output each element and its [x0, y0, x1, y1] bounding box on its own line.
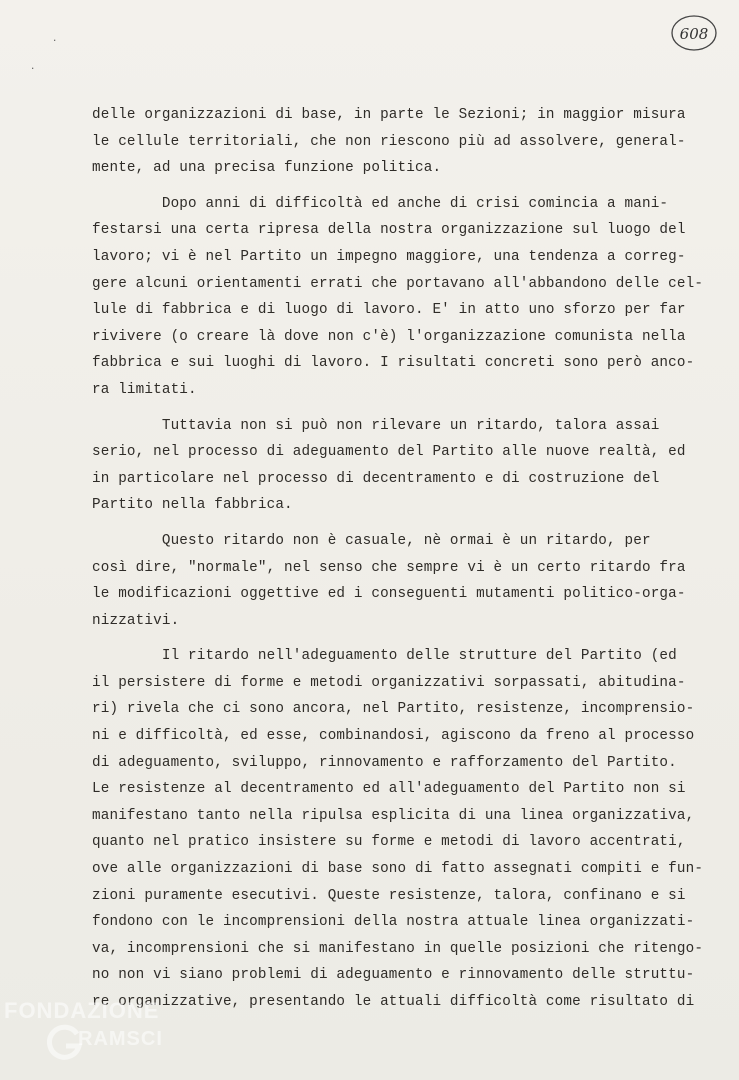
text-line: lavoro; vi è nel Partito un impegno maggiore, una tendenza a correg- [92, 248, 686, 265]
text-line: no non vi siano problemi di adeguamento e rinnovamento delle struttu- [92, 967, 695, 984]
text-line: il persistere di forme e metodi organizzativi sorpassati, abitudina- [92, 674, 686, 691]
watermark-line-2: RAMSCI [78, 1028, 163, 1050]
text-line: ove alle organizzazioni di base sono di fatto assegnati compiti e fun- [92, 861, 704, 878]
text-line: di adeguamento, sviluppo, rinnovamento e rafforzamento del Partito. [92, 754, 677, 771]
text-line: Tuttavia non si può non rilevare un ritardo, talora assai [92, 417, 660, 434]
text-line: festarsi una certa ripresa della nostra organizzazione sul luogo del [92, 222, 686, 239]
text-line: zioni puramente esecutivi. Queste resistenze, talora, confinano e si [92, 887, 686, 904]
page-number-circle-icon [668, 12, 720, 54]
text-line: rivivere (o creare là dove non c'è) l'organizzazione comunista nella [92, 328, 686, 345]
text-line: delle organizzazioni di base, in parte le Sezioni; in maggior misura [92, 107, 686, 123]
text-line: fabbrica e sui luoghi di lavoro. I risultati concreti sono però anco- [92, 355, 695, 372]
typewritten-body [92, 102, 712, 1025]
paragraph-1 [92, 102, 712, 182]
text-line: Il ritardo nell'adeguamento delle strutture del Partito (ed [92, 648, 677, 665]
text-line: nizzativi. [92, 612, 180, 629]
margin-mark: . [30, 62, 36, 72]
margin-mark: . [52, 34, 58, 44]
paragraph-3 [92, 413, 712, 519]
text-line: Questo ritardo non è casuale, nè ormai è un ritardo, per [92, 532, 651, 549]
text-line: mente, ad una precisa funzione politica. [92, 160, 442, 177]
text-line: ra limitati. [92, 381, 197, 398]
text-line: va, incomprensioni che si manifestano in quelle posizioni che ritengo- [92, 940, 704, 957]
text-line: ni e difficoltà, ed esse, combinandosi, agiscono da freno al processo [92, 728, 695, 745]
text-line: serio, nel processo di adeguamento del Partito alle nuove realtà, ed [92, 444, 686, 461]
text-line: ri) rivela che ci sono ancora, nel Partito, resistenze, incomprensio- [92, 701, 695, 718]
text-line: le cellule territoriali, che non riescono più ad assolvere, general- [92, 133, 686, 150]
text-line: lule di fabbrica e di luogo di lavoro. E' in atto uno sforzo per far [92, 302, 686, 319]
text-line: manifestano tanto nella ripulsa esplicita di una linea organizzativa, [92, 807, 695, 824]
paragraph-2 [92, 191, 712, 404]
handwritten-page-number [668, 12, 720, 54]
text-line: le modificazioni oggettive ed i conseguenti mutamenti politico-orga- [92, 586, 686, 603]
paragraph-5 [92, 643, 712, 1015]
page-number-text: 608 [679, 25, 709, 43]
text-line: Dopo anni di difficoltà ed anche di crisi comincia a mani- [92, 195, 669, 212]
paragraph-4 [92, 528, 712, 634]
archive-watermark [4, 994, 204, 1074]
text-line: re organizzative, presentando le attuali difficoltà come risultato di [92, 994, 695, 1010]
text-line: gere alcuni orientamenti errati che portavano all'abbandono delle cel- [92, 275, 704, 292]
watermark-line-1: FONDAZIONE [4, 998, 160, 1023]
text-line: così dire, "normale", nel senso che sempre vi è un certo ritardo fra [92, 559, 686, 576]
text-line: Partito nella fabbrica. [92, 497, 293, 514]
text-line: fondono con le incomprensioni della nostra attuale linea organizzati- [92, 914, 695, 931]
text-line: quanto nel pratico insistere su forme e metodi di lavoro accentrati, [92, 834, 686, 851]
text-line: Le resistenze al decentramento ed all'adeguamento del Partito non si [92, 781, 686, 798]
text-line: in particolare nel processo di decentramento e di costruzione del [92, 470, 660, 487]
